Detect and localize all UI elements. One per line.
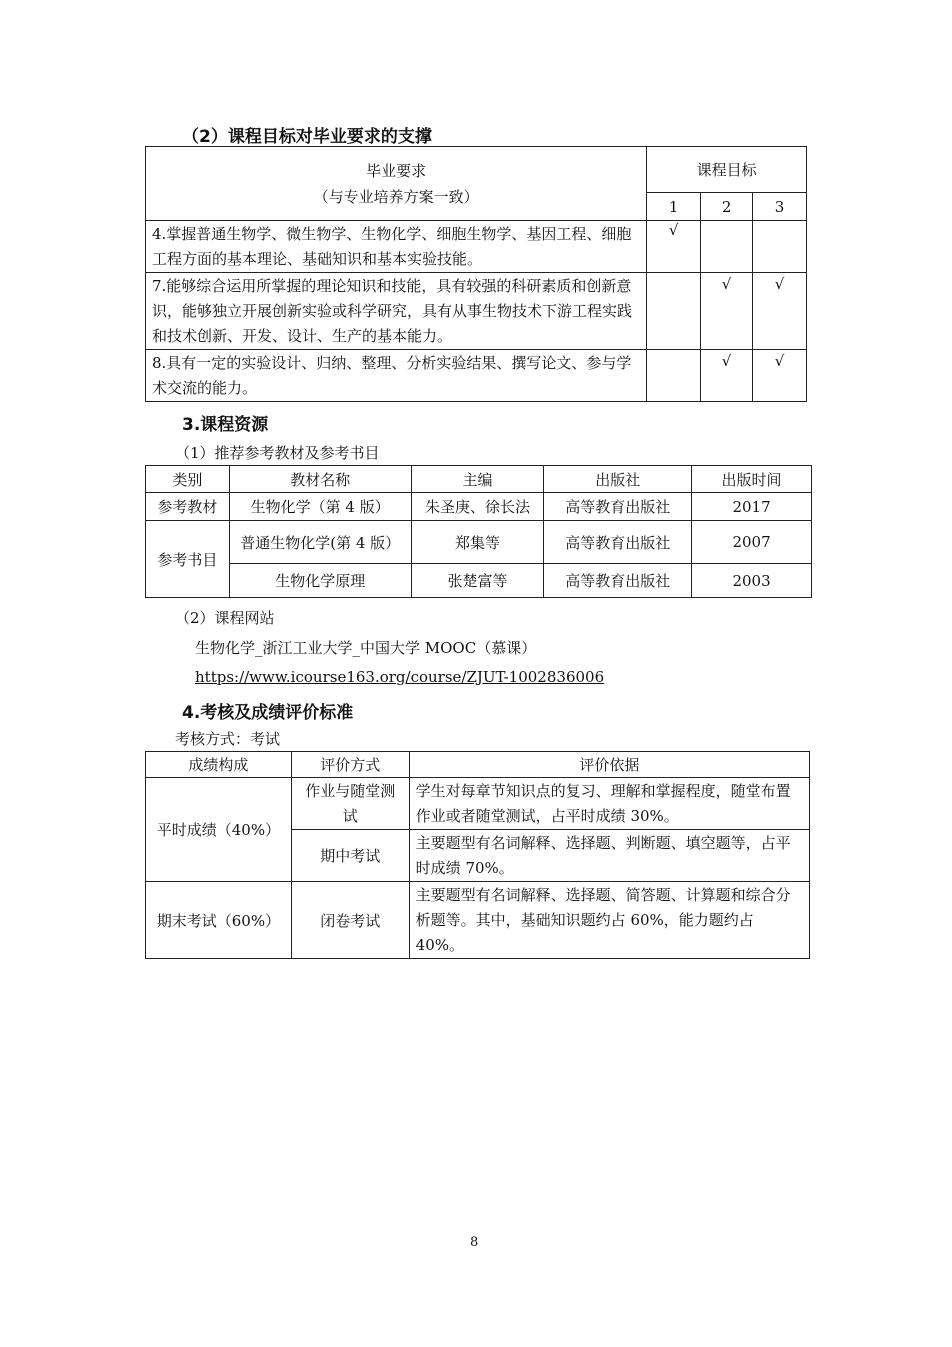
- goal-mark: √: [753, 350, 807, 402]
- assessment-mode: 考核方式：考试: [175, 730, 281, 748]
- evaluation-method: 作业与随堂测试: [291, 778, 409, 830]
- books-header: 出版时间: [692, 466, 812, 493]
- evaluation-basis: 主要题型有名词解释、选择题、简答题、计算题和综合分析题等。其中，基础知识题约占 60%，能力题约占 40%。: [409, 882, 809, 959]
- book-category: 参考教材: [146, 493, 230, 521]
- book-year: 2017: [692, 493, 812, 521]
- requirement-text: 8.具有一定的实验设计、归纳、整理、分析实验结果、撰写论文、参与学术交流的能力。: [146, 350, 647, 402]
- book-year: 2003: [692, 564, 812, 598]
- requirement-text: 7.能够综合运用所掌握的理论知识和技能，具有较强的科研素质和创新意识，能够独立开展创新实验或科学研究，具有从事生物技术下游工程实践和技术创新、开发、设计、生产的基本能力。: [146, 273, 647, 350]
- goal-mark: [647, 273, 701, 350]
- books-header: 主编: [411, 466, 544, 493]
- evaluation-method: 闭卷考试: [291, 882, 409, 959]
- page-number: 8: [470, 1235, 479, 1250]
- header-requirement-label: 毕业要求: [366, 161, 427, 180]
- course-site-name: 生物化学_浙江工业大学_中国大学 MOOC（慕课）: [195, 639, 537, 657]
- books-header: 教材名称: [229, 466, 411, 493]
- goal-col-3: 3: [753, 193, 807, 221]
- assessment-header: 评价依据: [409, 752, 809, 778]
- goal-mark: [647, 350, 701, 402]
- book-name: 普通生物化学(第 4 版）: [229, 521, 411, 564]
- book-year: 2007: [692, 521, 812, 564]
- goal-col-1: 1: [647, 193, 701, 221]
- section-title-assessment: 4.考核及成绩评价标准: [182, 703, 354, 723]
- book-editor: 张楚富等: [411, 564, 544, 598]
- support-table: [145, 146, 807, 402]
- book-name: 生物化学原理: [229, 564, 411, 598]
- goal-mark: [753, 221, 807, 273]
- book-editor: 朱圣庚、徐长法: [411, 493, 544, 521]
- goal-mark: √: [647, 221, 701, 273]
- evaluation-basis: 主要题型有名词解释、选择题、判断题、填空题等，占平时成绩 70%。: [409, 830, 809, 882]
- header-requirement-sub: （与专业培养方案一致）: [313, 187, 479, 206]
- assessment-table: [145, 751, 810, 959]
- grade-component: 平时成绩（40%）: [146, 778, 292, 882]
- book-publisher: 高等教育出版社: [544, 564, 692, 598]
- books-table: [145, 465, 812, 598]
- header-course-goal: 课程目标: [647, 147, 807, 193]
- book-publisher: 高等教育出版社: [544, 521, 692, 564]
- requirement-text: 4.掌握普通生物学、微生物学、生物化学、细胞生物学、基因工程、细胞工程方面的基本理论、基础知识和基本实验技能。: [146, 221, 647, 273]
- goal-col-2: 2: [701, 193, 753, 221]
- assessment-header: 评价方式: [291, 752, 409, 778]
- assessment-header: 成绩构成: [146, 752, 292, 778]
- header-requirement: [146, 147, 647, 221]
- book-editor: 郑集等: [411, 521, 544, 564]
- goal-mark: √: [701, 350, 753, 402]
- resources-subtitle-website: （2）课程网站: [175, 609, 275, 627]
- book-publisher: 高等教育出版社: [544, 493, 692, 521]
- goal-mark: [701, 221, 753, 273]
- goal-mark: √: [701, 273, 753, 350]
- section-title-support: （2）课程目标对毕业要求的支撑: [182, 127, 432, 147]
- goal-mark: √: [753, 273, 807, 350]
- section-title-resources: 3.课程资源: [182, 415, 269, 435]
- book-category: 参考书目: [146, 521, 230, 598]
- grade-component: 期末考试（60%）: [146, 882, 292, 959]
- evaluation-basis: 学生对每章节知识点的复习、理解和掌握程度，随堂布置作业或者随堂测试，占平时成绩 30%。: [409, 778, 809, 830]
- resources-subtitle-books: （1）推荐参考教材及参考书目: [175, 444, 380, 462]
- book-name: 生物化学（第 4 版）: [229, 493, 411, 521]
- course-site-link[interactable]: https://www.icourse163.org/course/ZJUT-1002836006: [195, 668, 605, 686]
- evaluation-method: 期中考试: [291, 830, 409, 882]
- books-header: 出版社: [544, 466, 692, 493]
- books-header: 类别: [146, 466, 230, 493]
